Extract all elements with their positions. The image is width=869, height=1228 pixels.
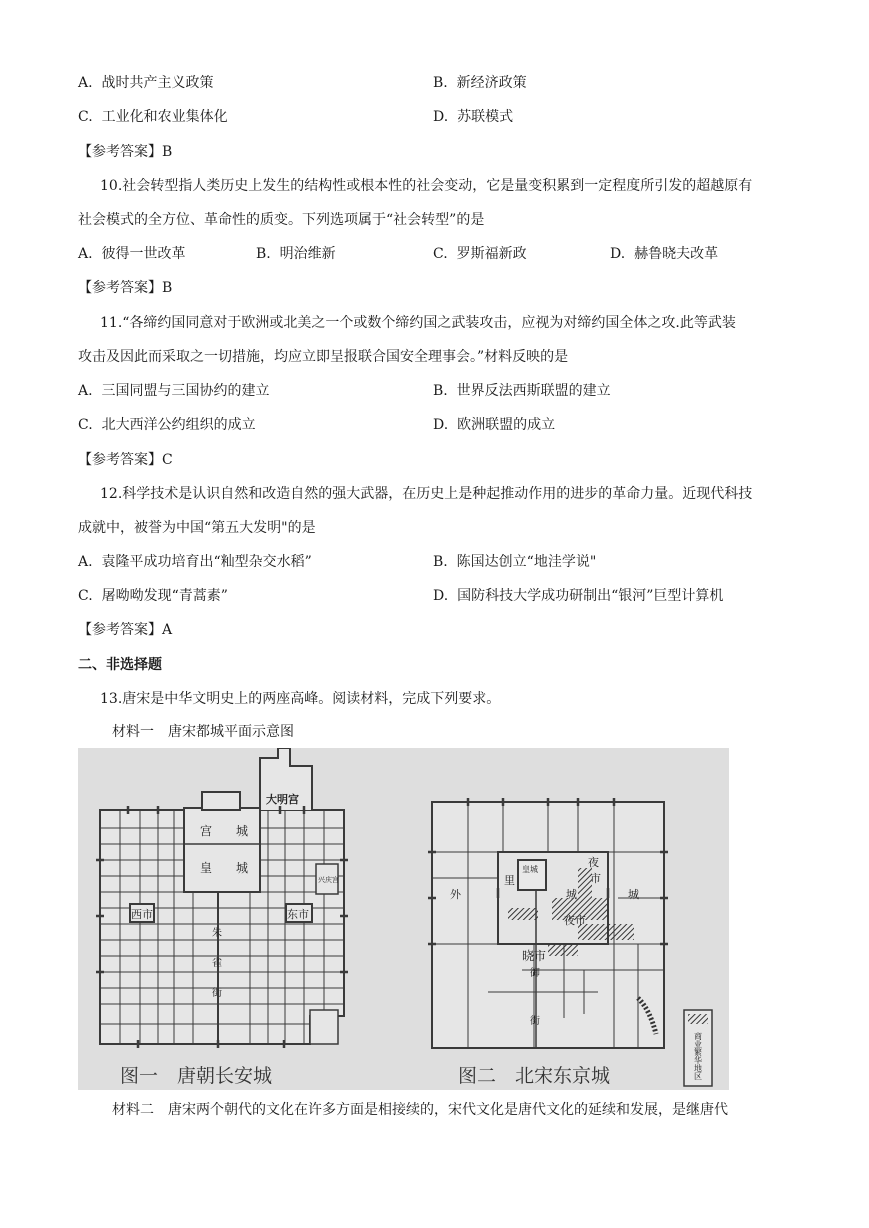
option-b: B. 世界反法西斯联盟的建立: [433, 383, 611, 399]
option-d: D. 赫鲁晓夫改革: [610, 246, 719, 262]
option-d: D. 国防科技大学成功研制出“银河”巨型计算机: [433, 588, 724, 604]
label-gong: 宫: [200, 824, 213, 838]
label-xingqing: 兴庆宫: [318, 876, 339, 884]
question-stem: 社会模式的全方位、革命性的质变。下列选项属于“社会转型”的是: [78, 212, 485, 228]
label-yu: 御: [530, 968, 540, 979]
material-caption: 材料一 唐宋都城平面示意图: [112, 724, 294, 740]
label-huangcheng: 皇城: [522, 865, 538, 874]
question-stem: 11.“各缔约国同意对于欧洲或北美之一个或数个缔约国之武装攻击，应视为对缔约国全体之攻.此等武装: [100, 315, 736, 331]
question-stem: 12.科学技术是认识自然和改造自然的强大武器，在历史上是种起推动作用的进步的革命力量。近现代科技: [100, 486, 753, 502]
option-a: A. 战时共产主义政策: [78, 75, 214, 91]
label-ye: 夜: [588, 856, 599, 869]
option-a: A. 三国同盟与三国协约的建立: [78, 383, 270, 399]
answer-key: 【参考答案】B: [78, 144, 173, 160]
label-jie: 街: [530, 1016, 540, 1027]
map1-caption: 图一 唐朝长安城: [120, 1065, 273, 1087]
label-xiaoshi: 晓市: [522, 949, 547, 963]
option-a: A. 彼得一世改革: [78, 246, 186, 262]
question-stem: 成就中，被誉为中国“第五大发明"的是: [78, 520, 316, 536]
question-stem: 攻击及因此而采取之一切措施，均应立即呈报联合国安全理事会。”材料反映的是: [78, 349, 569, 365]
answer-key: 【参考答案】B: [78, 280, 173, 296]
label-huang: 皇: [200, 861, 213, 875]
answer-key: 【参考答案】A: [78, 622, 173, 638]
label-xishi: 西市: [131, 908, 153, 921]
label-cheng-outer: 城: [628, 888, 639, 901]
question-stem: 13.唐宋是中华文明史上的两座高峰。阅读材料，完成下列要求。: [100, 691, 501, 707]
label-cheng: 城: [236, 824, 249, 838]
answer-key: 【参考答案】C: [78, 452, 173, 468]
option-b: B. 明治维新: [256, 246, 336, 262]
label-zhu: 朱: [212, 928, 222, 939]
option-c: C. 罗斯福新政: [433, 246, 527, 262]
option-c: C. 北大西洋公约组织的成立: [78, 417, 256, 433]
label-li: 里: [504, 874, 515, 887]
option-c: C. 工业化和农业集体化: [78, 109, 228, 125]
option-d: D. 苏联模式: [433, 109, 514, 125]
legend-label: 商业繁华地区: [693, 1032, 703, 1080]
label-wai: 外: [450, 888, 461, 901]
city-plans-figure: [78, 748, 729, 1090]
map2-caption: 图二 北宋东京城: [458, 1065, 611, 1087]
option-b: B. 陈国达创立“地洼学说": [433, 554, 597, 570]
label-daming: 大明宫: [266, 793, 299, 806]
option-a: A. 袁隆平成功培育出“籼型杂交水稻”: [78, 554, 312, 570]
label-shi: 市: [590, 872, 601, 885]
label-cheng-inner: 城: [566, 888, 577, 901]
material-caption: 材料二 唐宋两个朝代的文化在许多方面是相接续的，宋代文化是唐代文化的延续和发展，是继唐代: [112, 1102, 728, 1118]
label-cheng: 城: [236, 861, 249, 875]
option-b: B. 新经济政策: [433, 75, 527, 91]
option-c: C. 屠呦呦发现“青蒿素”: [78, 588, 228, 604]
section-heading: 二、非选择题: [78, 657, 162, 673]
label-jie: 街: [212, 988, 222, 999]
label-dongshi: 东市: [287, 908, 309, 921]
option-d: D. 欧洲联盟的成立: [433, 417, 556, 433]
label-yeshi: 夜市: [564, 914, 586, 927]
question-stem: 10.社会转型指人类历史上发生的结构性或根本性的社会变动，它是量变积累到一定程度所引发的超越原有: [100, 178, 753, 194]
label-que: 雀: [212, 958, 222, 969]
